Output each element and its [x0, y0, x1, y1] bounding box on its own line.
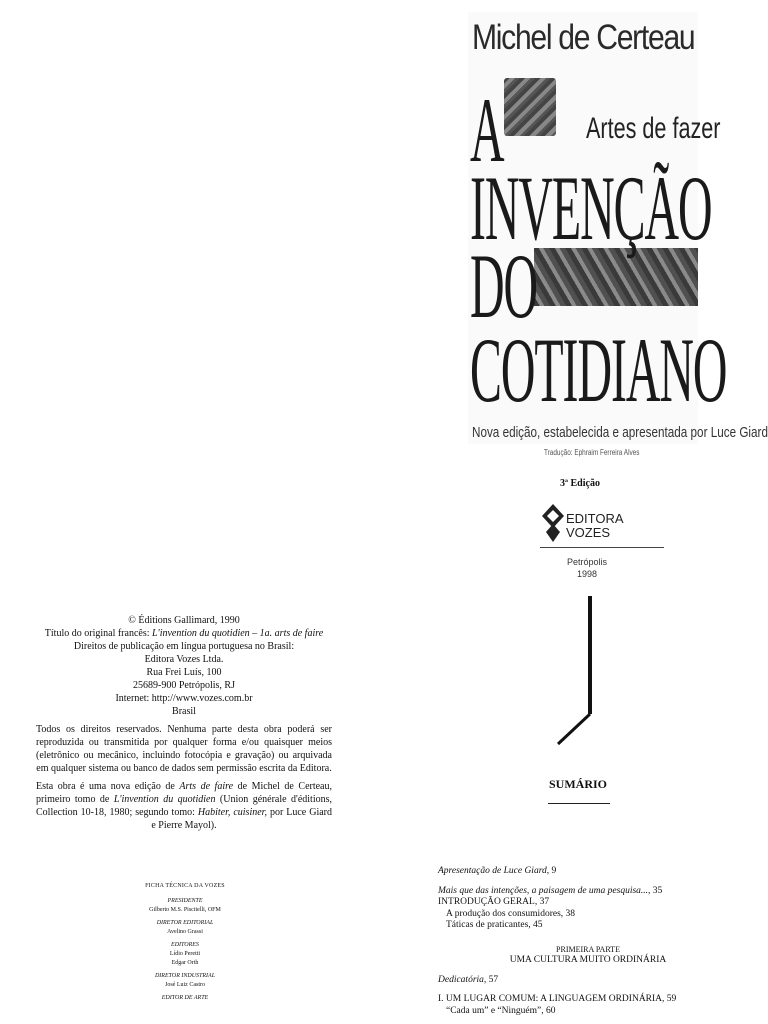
cover-edition-note: Nova edição, estabelecida e apresentada por Luce Giard: [472, 424, 768, 441]
toc-entry: [438, 975, 738, 987]
cover-author: Michel de Certeau: [472, 18, 695, 57]
publisher-logo-block: [540, 500, 660, 544]
copyright-line: © Éditions Gallimard, 1990: [128, 615, 240, 626]
toc-spacer: [438, 932, 738, 940]
new-edition-title-1: Arts de faire: [179, 781, 234, 792]
staff-role-editors: EDITORES: [171, 942, 199, 948]
toc-entry-title: Dedicatória: [438, 974, 484, 985]
new-edition-text-1: Esta obra é uma nova edição de: [36, 781, 180, 792]
toc-entry-page: , 57: [483, 974, 499, 985]
toc-entry: I. UM LUGAR COMUM: A LINGUAGEM ORDINÁRIA, 59: [438, 994, 677, 1004]
new-edition-text-2: de Michel de Certeau, primeiro tomo de: [36, 781, 332, 805]
toc-entry-page: , 35: [648, 885, 663, 896]
cover-photo-top: [504, 78, 556, 136]
toc-entry: “Cada um” e “Ninguém”, 60: [446, 1005, 556, 1016]
new-edition-text-3: (Union générale d'éditions, Collection 10-18, 1980; segundo tomo:: [36, 794, 333, 818]
toc-entry: A produção dos consumidores, 38: [446, 908, 576, 919]
publication-place: [552, 556, 622, 580]
publisher-name: [566, 512, 624, 540]
edition-number: 3ª Edição: [560, 478, 600, 489]
street-line: Rua Frei Luís, 100: [146, 667, 222, 678]
publication-city: Petrópolis: [566, 557, 608, 567]
staff-role-editorial: DIRETOR EDITORIAL: [156, 920, 214, 926]
new-edition-text-4: por Luce Giard e Pierre Mayol).: [151, 807, 332, 831]
country-line: Brasil: [172, 706, 196, 717]
toc-part-label: PRIMEIRA PARTE: [556, 944, 620, 954]
publisher-name-line-2: VOZES: [566, 525, 611, 540]
internet-line: Internet: http://www.vozes.com.br: [115, 693, 253, 704]
original-title-label: Título do original francês:: [44, 628, 152, 639]
new-edition-title-2: L'invention du quotidien: [113, 794, 216, 805]
vozes-logo-icon: [542, 504, 564, 542]
toc-spacer: [438, 986, 738, 994]
publisher-line: Editora Vozes Ltda.: [144, 654, 224, 665]
vozes-staff-list: [120, 882, 250, 1003]
toc-spacer: [438, 967, 738, 975]
publisher-name-line-1: EDITORA: [566, 511, 624, 526]
cover-title-line-1: A: [470, 79, 504, 181]
staff-heading: FICHA TÉCNICA DA VOZES: [145, 883, 225, 889]
new-edition-paragraph: [36, 780, 332, 832]
new-edition-title-3: Habiter, cuisiner,: [197, 807, 267, 818]
toc-entry: [438, 886, 738, 898]
contents-heading-rule: [548, 803, 610, 804]
book-cover: [468, 12, 768, 444]
toc-entry: [438, 866, 738, 878]
cover-subtitle: Artes de fazer: [586, 112, 721, 145]
publication-year: 1998: [576, 569, 598, 579]
original-title: L'invention du quotidien – 1a. arts de faire: [152, 628, 324, 639]
staff-editor-1: Lídio Peretti: [169, 951, 201, 957]
table-of-contents: [438, 866, 738, 1017]
translator-credit: Tradução: Ephraim Ferreira Alves: [544, 448, 640, 457]
toc-entry: INTRODUÇÃO GERAL, 37: [438, 897, 550, 907]
staff-role-industrial: DIRETOR INDUSTRIAL: [154, 973, 216, 979]
staff-role-president: PRESIDENTE: [167, 898, 203, 904]
rights-line: Direitos de publicação em língua portuguesa no Brasil:: [73, 641, 295, 652]
staff-president: Gilberto M.S. Piscitelli, OFM: [149, 907, 221, 913]
staff-editor-2: Edgar Orth: [171, 960, 199, 966]
decorative-pen-mark: [555, 596, 595, 746]
copyright-page: [36, 614, 332, 832]
toc-spacer: [438, 878, 738, 886]
toc-entry-page: , 9: [546, 866, 557, 876]
toc-part-title: UMA CULTURA MUITO ORDINÁRIA: [509, 955, 667, 965]
rights-reserved-paragraph: Todos os direitos reservados. Nenhuma parte desta obra poderá ser reproduzida ou transmitida por qualquer forma e/ou quaisquer meios (eletrônico ou mecânico, incluindo fotocópia e gravação) ou arquivada em qualquer sistema ou banco de dados sem permissão escrita da Editora.: [36, 724, 332, 774]
cover-title-line-3: DO: [470, 235, 538, 337]
staff-industrial: José Luiz Castro: [165, 982, 205, 988]
staff-role-art: EDITOR DE ARTE: [161, 995, 209, 1001]
original-title-line: [36, 627, 332, 640]
cover-title-line-2: INVENÇÃO: [470, 157, 712, 259]
postal-line: 25689-900 Petrópolis, RJ: [133, 680, 235, 691]
cover-title-line-4: COTIDIANO: [470, 319, 727, 421]
toc-entry: Táticas de praticantes, 45: [446, 920, 543, 930]
toc-entry-title: Apresentação de Luce Giard: [438, 866, 547, 876]
staff-editorial: Avelino Grassi: [167, 929, 203, 935]
publisher-divider: [540, 547, 664, 548]
contents-heading: SUMÁRIO: [548, 777, 607, 791]
toc-entry-title: Mais que das intenções, a paisagem de uma pesquisa...: [438, 885, 649, 896]
